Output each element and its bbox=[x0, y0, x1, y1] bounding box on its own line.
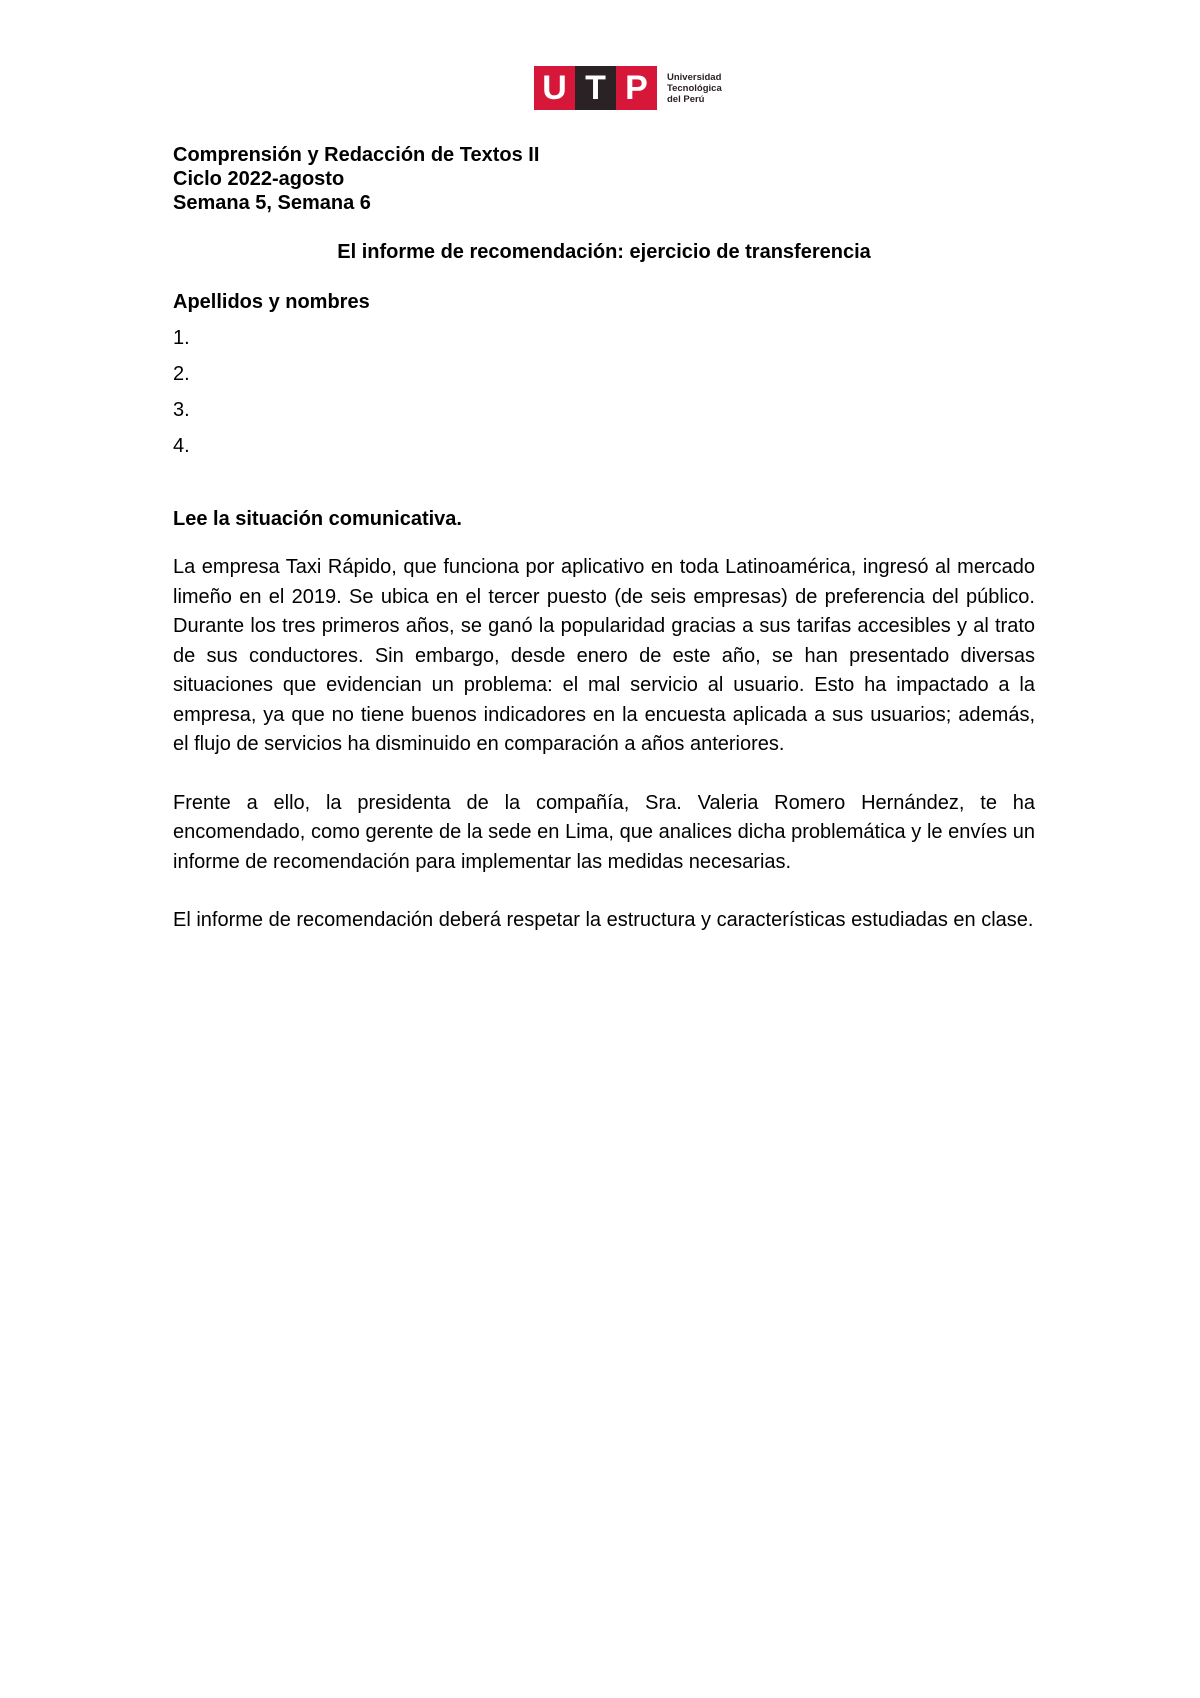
list-item: 1. bbox=[173, 327, 190, 349]
list-item: 3. bbox=[173, 399, 190, 421]
situation-paragraph: El informe de recomendación deberá respetar la estructura y características estudiadas en clase. bbox=[173, 909, 1034, 931]
course-name: Comprensión y Redacción de Textos II bbox=[173, 144, 540, 166]
logo-text-line: Tecnológica bbox=[667, 82, 722, 94]
list-item: 2. bbox=[173, 363, 190, 385]
course-weeks: Semana 5, Semana 6 bbox=[173, 192, 371, 214]
logo-university-name bbox=[667, 72, 722, 105]
document-content bbox=[173, 143, 1035, 936]
logo-letter-u: U bbox=[534, 66, 575, 110]
logo-letter-p: P bbox=[616, 66, 657, 110]
names-list bbox=[173, 326, 1035, 470]
logo-letter-t: T bbox=[575, 66, 616, 110]
situation-paragraph: La empresa Taxi Rápido, que funciona por aplicativo en toda Latinoamérica, ingresó al mercado limeño en el 2019. Se ubica en el tercer puesto (de seis empresas) de preferencia del público. Durante los tres primeros años, se ganó la popularidad gracias a sus tarifas accesibles y al trato de sus conductores. Sin embargo, desde enero de este año, se han presentado diversas situaciones que evidencian un problema: el mal servicio al usuario. Esto ha impactado a la empresa, ya que no tiene buenos indicadores en la encuesta aplicada a sus usuarios; además, el flujo de servicios ha disminuido en comparación a años anteriores. bbox=[173, 556, 1035, 755]
course-header bbox=[173, 143, 1035, 215]
logo-text-line: Universidad bbox=[667, 71, 722, 83]
utp-logo bbox=[534, 66, 722, 110]
list-item: 4. bbox=[173, 435, 190, 457]
document-title: El informe de recomendación: ejercicio de transferencia bbox=[337, 241, 871, 263]
course-cycle: Ciclo 2022-agosto bbox=[173, 168, 345, 190]
logo-text-line: del Perú bbox=[667, 93, 705, 105]
names-heading: Apellidos y nombres bbox=[173, 291, 370, 313]
situation-paragraph: Frente a ello, la presidenta de la compañía, Sra. Valeria Romero Hernández, te ha encomendado, como gerente de la sede en Lima, que analices dicha problemática y le envíes un informe de recomendación para implementar las medidas necesarias. bbox=[173, 791, 1035, 873]
situation-heading: Lee la situación comunicativa. bbox=[173, 508, 462, 530]
